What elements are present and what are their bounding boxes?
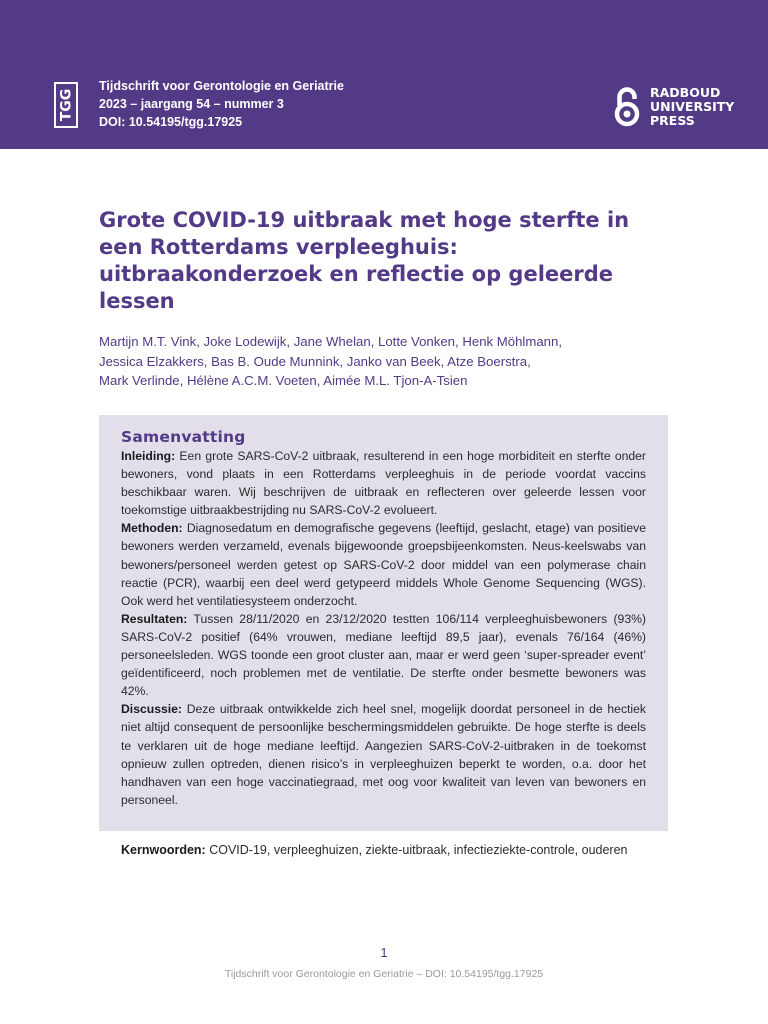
section-label: Methoden: <box>121 521 183 536</box>
journal-issue: 2023 – jaargang 54 – nummer 3 <box>99 97 284 111</box>
publisher-name <box>650 86 734 128</box>
section-text: Een grote SARS-CoV-2 uitbraak, resulterend in een hoge morbiditeit en sterfte onder bewoners, vond plaats in een Rotterdams verpleeghuis in de periode voordat vaccins beschikbaar waren. Wij beschrijven de uitbraak en reflecteren over geleerde lessen voor toekomstige uitbraakbestrijding nu SARS-CoV-2 evolueert. <box>121 449 646 518</box>
tgg-logo-text: TGG <box>58 88 75 122</box>
section-label: Resultaten: <box>121 611 188 626</box>
keywords-label: Kernwoorden: <box>121 843 206 857</box>
abstract-section-results <box>121 610 646 700</box>
author-line: Jessica Elzakkers, Bas B. Oude Munnink, Janko van Beek, Atze Boerstra, <box>99 353 531 369</box>
section-text: Deze uitbraak ontwikkelde zich heel snel, mogelijk doordat personeel in de hectiek niet altijd consequent de persoonlijke beschermingsmiddelen gebruikte. De hoge sterfte is deels te verklaren uit de hoge mediane leeftijd. Aangezien SARS-CoV-2-uitbraken in de toekomst opnieuw zullen optreden, dienen risico’s in verpleeghuizen beperkt te worden, o.a. door het handhaven van een hoge vaccinatiegraad, met oog voor kwaliteit van leven van bewoners en personeel. <box>121 702 647 807</box>
author-line: Mark Verlinde, Hélène A.C.M. Voeten, Aimée M.L. Tjon-A-Tsien <box>99 373 468 388</box>
section-text: Tussen 28/11/2020 en 23/12/2020 testten 106/114 verpleeghuisbewoners (93%) SARS-CoV-2 positief (64% vrouwen, mediane leeftijd 89,5 jaar), evenals 76/164 (46%) personeelsleden. WGS toonde een groot cluster aan, maar er werd geen ‘super-spreader event’ geïdentificeerd, noch problemen met de ventilatie. De sterfte onder besmette bewoners was 42%. <box>121 611 646 699</box>
keywords <box>121 841 641 861</box>
article-title: Grote COVID-19 uitbraak met hoge sterfte in een Rotterdams verpleeghuis: uitbraakonderzoek en reflectie op geleerde lessen <box>99 208 630 313</box>
section-text: Diagnosedatum en demografische gegevens (leeftijd, geslacht, etage) van positieve bewoners werden verzameld, evenals bijgewoonde groepsbijeenkomsten. Neus-keelswabs van bewoners/personeel werden getest op SARS-CoV-2 door middel van een polymerase chain reactie (PCR), waarbij een deel werd getypeerd middels Whole Genome Sequencing (WGS). Ook werd het ventilatiesysteem onderzocht. <box>121 521 646 608</box>
keywords-text: COVID-19, verpleeghuizen, ziekte-uitbraak, infectieziekte-controle, ouderen <box>209 843 628 857</box>
publisher-line: RADBOUD <box>650 85 721 100</box>
open-access-icon <box>612 86 642 128</box>
page-number: 1 <box>380 945 388 960</box>
journal-info <box>99 77 344 131</box>
page-footer: Tijdschrift voor Gerontologie en Geriatrie – DOI: 10.54195/tgg.17925 <box>224 968 544 980</box>
abstract-heading: Samenvatting <box>121 428 246 446</box>
section-label: Inleiding: <box>121 449 176 463</box>
publisher-logo <box>612 86 734 128</box>
abstract-box <box>99 415 668 831</box>
publisher-line: PRESS <box>650 113 695 128</box>
section-label: Discussie: <box>121 702 182 717</box>
author-list <box>99 332 669 391</box>
abstract-section-discussion <box>121 700 646 809</box>
publisher-line: UNIVERSITY <box>650 99 735 114</box>
journal-name: Tijdschrift voor Gerontologie en Geriatrie <box>99 79 344 93</box>
tgg-logo <box>54 82 78 128</box>
abstract-body <box>121 447 646 809</box>
journal-doi[interactable]: DOI: 10.54195/tgg.17925 <box>99 115 243 129</box>
abstract-section-introduction <box>121 447 646 519</box>
abstract-section-methods <box>121 519 646 609</box>
journal-header <box>0 0 768 149</box>
author-line: Martijn M.T. Vink, Joke Lodewijk, Jane Whelan, Lotte Vonken, Henk Möhlmann, <box>99 334 563 349</box>
